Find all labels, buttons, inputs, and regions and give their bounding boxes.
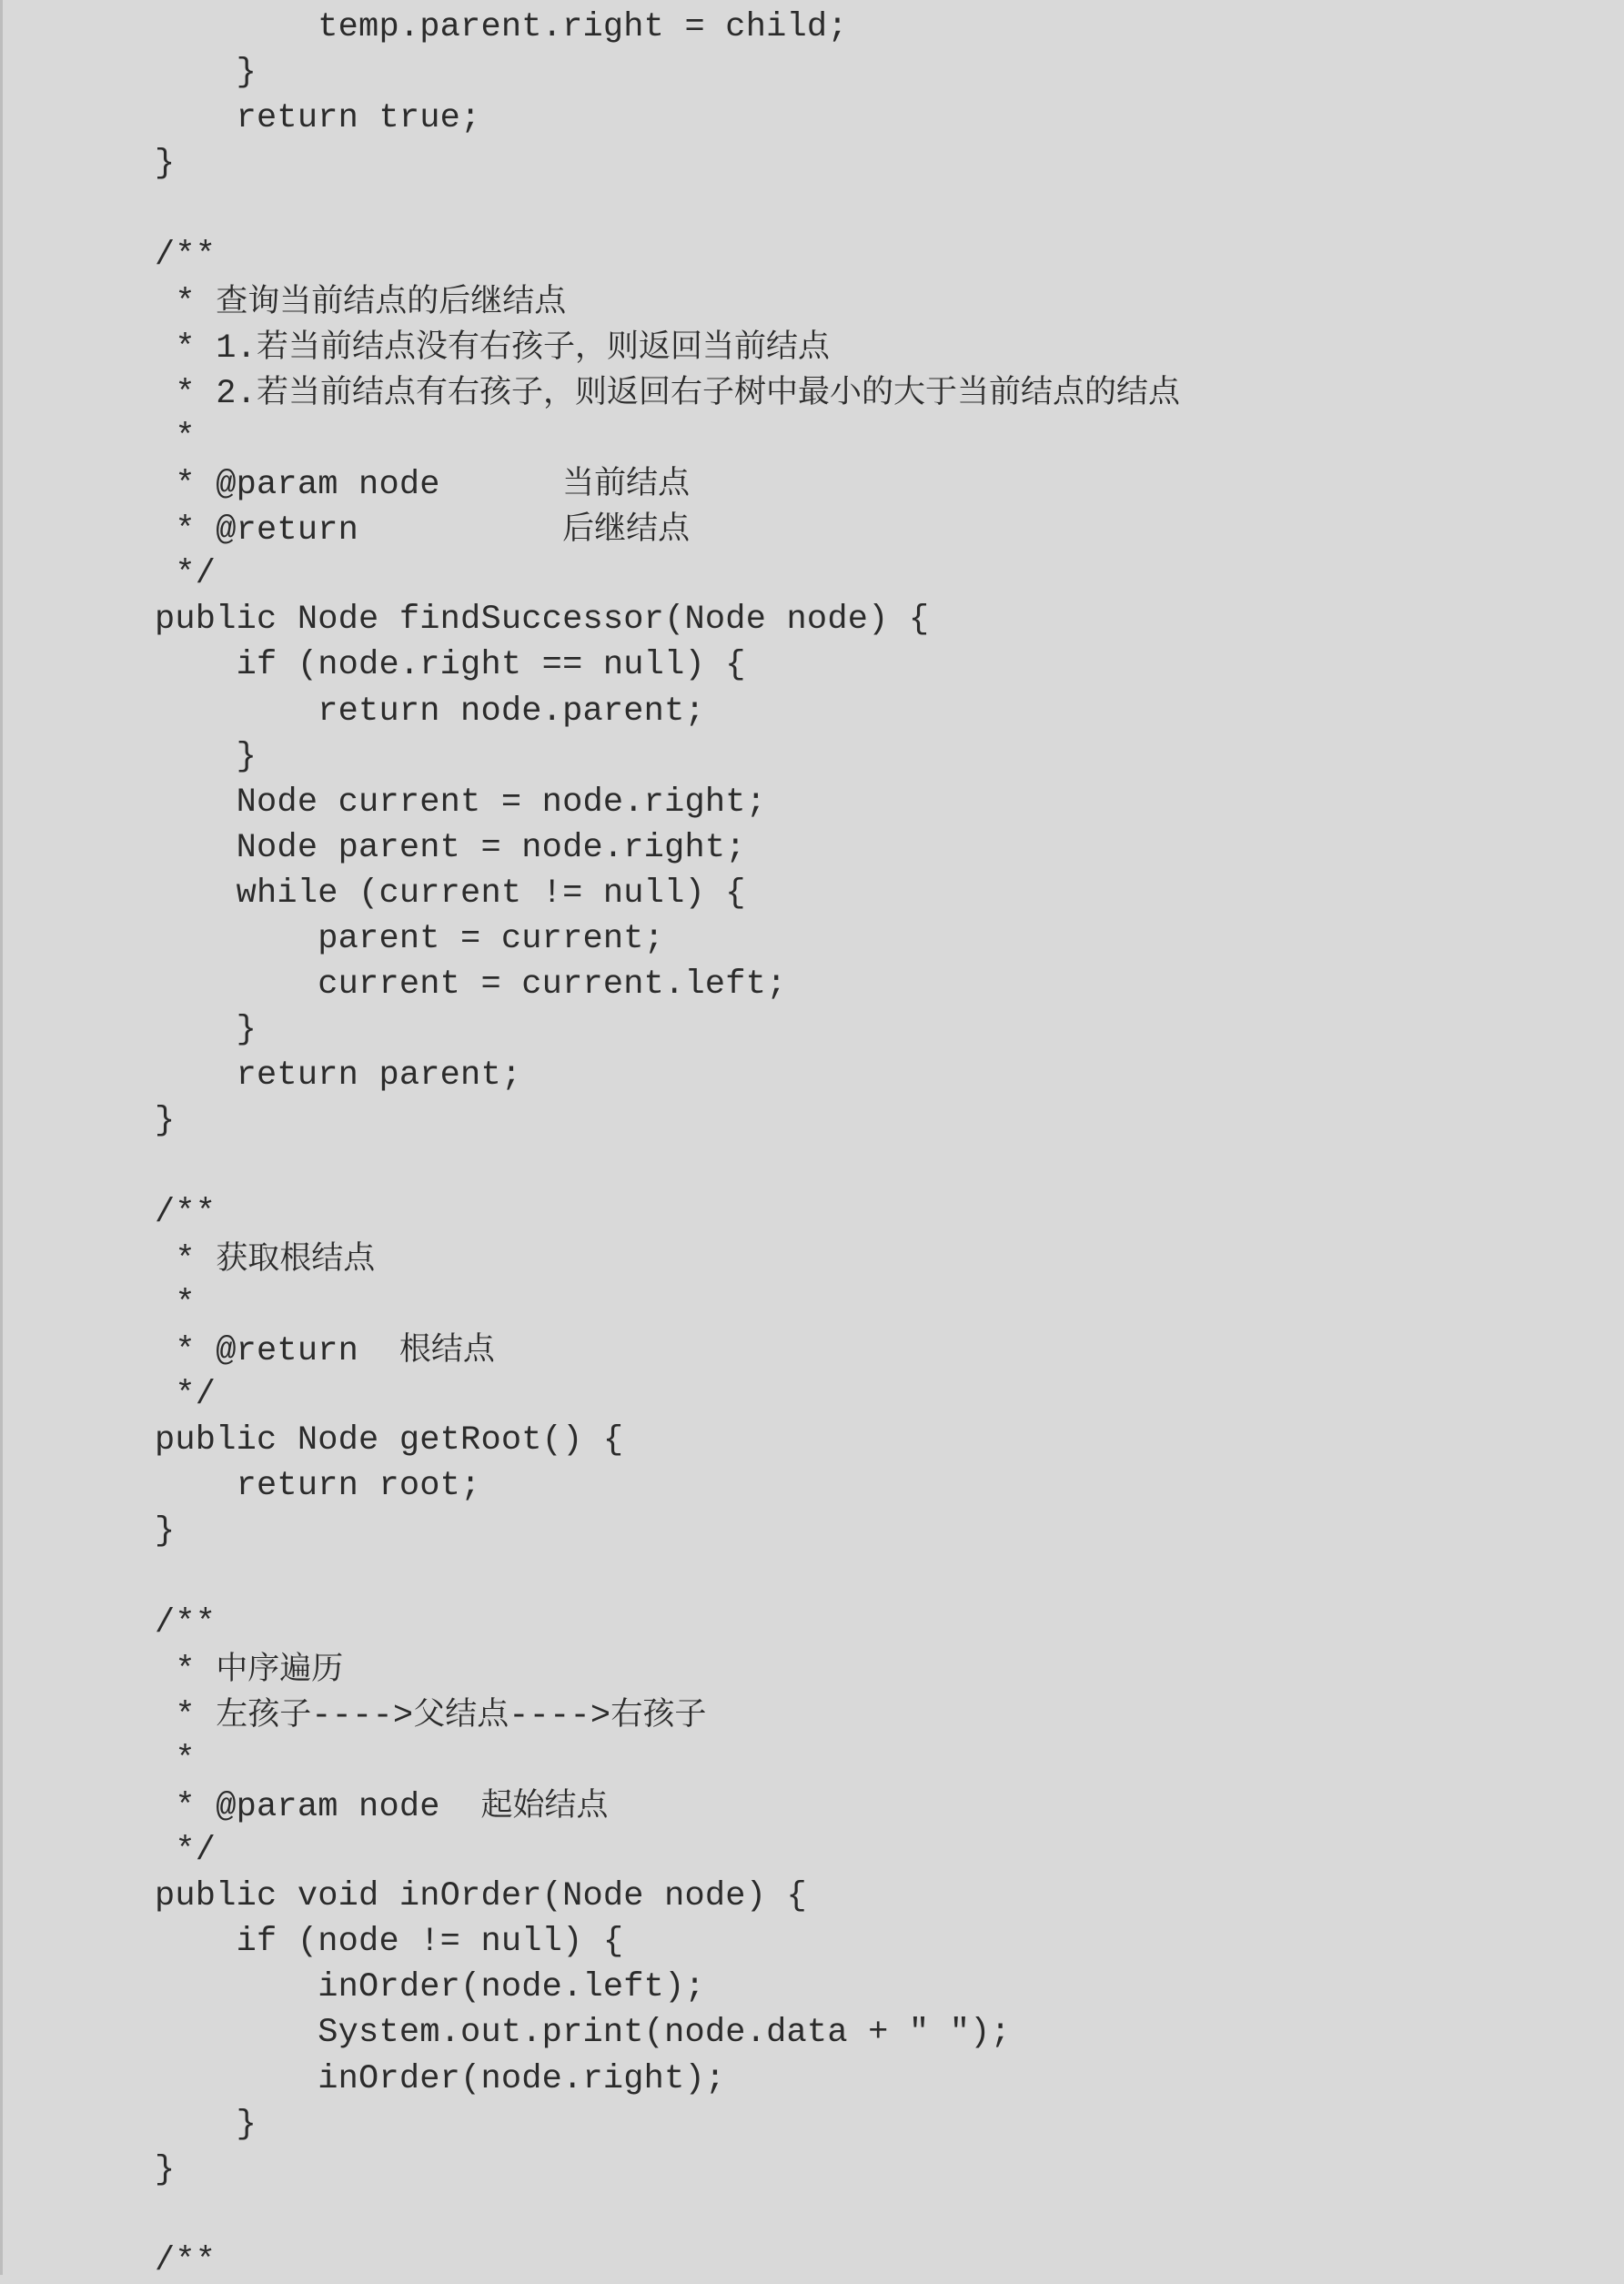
code-line: * [155, 1284, 196, 1323]
code-line: } [155, 1011, 257, 1050]
code-line: Node current = node.right; [155, 783, 767, 822]
code-line: * @return 根结点 [155, 1330, 495, 1370]
code-line: inOrder(node.left); [155, 1968, 705, 2007]
code-line: return parent; [155, 1056, 522, 1096]
code-line: } [155, 2105, 257, 2144]
code-line: parent = current; [155, 920, 665, 958]
code-line: * 查询当前结点的后继结点 [155, 282, 567, 322]
code-line: current = current.left; [155, 965, 787, 1005]
code-line: return true; [155, 99, 481, 138]
code-line: /** [155, 1603, 217, 1642]
code-line: } [155, 737, 257, 776]
code-line: System.out.print(node.data + " "); [155, 2014, 1011, 2053]
code-line: temp.parent.right = child; [155, 8, 848, 46]
code-line: */ [155, 1832, 217, 1870]
code-line: } [155, 2150, 176, 2189]
code-line: * 获取根结点 [155, 1239, 376, 1279]
code-line: * @return 后继结点 [155, 510, 691, 551]
code-line: public void inOrder(Node node) { [155, 1877, 807, 1916]
code-line: /** [155, 1193, 217, 1232]
code-line: Node parent = node.right; [155, 828, 746, 867]
code-line: inOrder(node.right); [155, 2059, 726, 2098]
code-line: * 中序遍历 [155, 1650, 344, 1690]
code-line: */ [155, 1376, 217, 1414]
code-line: return root; [155, 1467, 481, 1506]
code-line: while (current != null) { [155, 874, 746, 913]
code-line: if (node.right == null) { [155, 646, 746, 685]
code-line: } [155, 1102, 176, 1141]
code-line: * 左孩子---->父结点---->右孩子 [155, 1695, 707, 1735]
code-line: * @param node 当前结点 [155, 465, 691, 504]
code-line: public Node getRoot() { [155, 1421, 624, 1460]
page-edge [0, 0, 3, 2275]
code-line: * 2.若当前结点有右孩子，则返回右子树中最小的大于当前结点的结点 [155, 373, 1181, 413]
code-line: /** [155, 2241, 217, 2280]
code-line: } [155, 54, 257, 93]
code-line: return node.parent; [155, 692, 705, 731]
code-line: * 1.若当前结点没有右孩子，则返回当前结点 [155, 328, 831, 368]
code-line: * [155, 1740, 196, 1779]
code-line: /** [155, 236, 217, 275]
code-line: } [155, 145, 176, 184]
code-line: */ [155, 555, 217, 594]
code-line: * [155, 418, 196, 457]
code-line: * @param node 起始结点 [155, 1786, 609, 1826]
code-line: if (node != null) { [155, 1923, 624, 1962]
code-line: } [155, 1512, 176, 1551]
code-line: public Node findSuccessor(Node node) { [155, 601, 930, 640]
